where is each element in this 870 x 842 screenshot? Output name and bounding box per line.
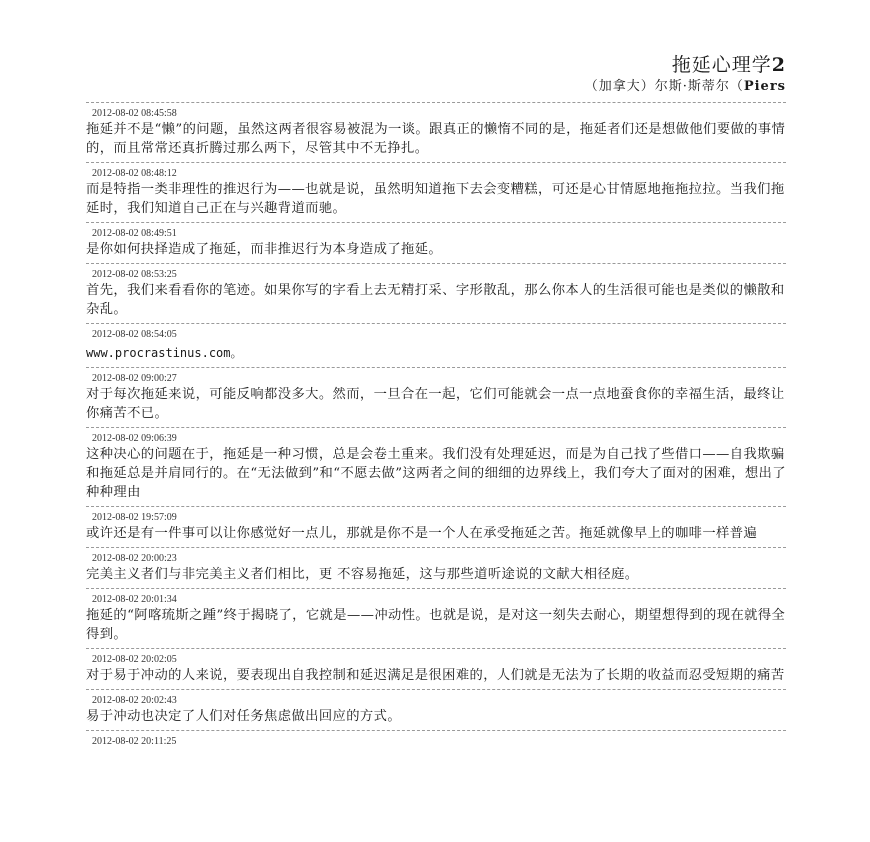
book-header	[86, 52, 786, 96]
note-item	[86, 689, 786, 730]
note-item	[86, 427, 786, 506]
note-timestamp: 2012-08-02 09:06:39	[92, 433, 177, 444]
note-item	[86, 222, 786, 263]
note-timestamp: 2012-08-02 08:45:58	[92, 108, 177, 119]
note-item	[86, 547, 786, 588]
note-text: 对于易于冲动的人来说，要表现出自我控制和延迟满足是很困难的，人们就是无法为了长期的收益而忍受短期的痛苦	[86, 668, 785, 683]
note-text: 是你如何抉择造成了拖延，而非推迟行为本身造成了拖延。	[86, 242, 443, 257]
note-url-text: www.procrastinus.com。	[86, 346, 243, 360]
note-item	[86, 367, 786, 427]
note-timestamp: 2012-08-02 08:53:25	[92, 269, 177, 280]
note-text: 拖延的“阿喀琉斯之踵”终于揭晓了，它就是——冲动性。也就是说，是对这一刻失去耐心，期望想得到的现在就得全得到。	[86, 608, 786, 642]
note-timestamp: 2012-08-02 08:54:05	[92, 329, 177, 340]
note-text: 而是特指一类非理性的推迟行为——也就是说，虽然明知道拖下去会变糟糕，可还是心甘情愿地拖拖拉拉。当我们拖延时，我们知道自己正在与兴趣背道而驰。	[86, 182, 785, 216]
note-timestamp: 2012-08-02 19:57:09	[92, 512, 177, 523]
note-item	[86, 263, 786, 323]
note-timestamp: 2012-08-02 20:00:23	[92, 553, 177, 564]
note-timestamp: 2012-08-02 20:02:05	[92, 654, 177, 665]
note-text: 完美主义者们与非完美主义者们相比，更 不容易拖延，这与那些道听途说的文献大相径庭。	[86, 567, 639, 582]
note-item	[86, 730, 786, 752]
note-item	[86, 506, 786, 547]
note-text: 或许还是有一件事可以让你感觉好一点儿，那就是你不是一个人在承受拖延之苦。拖延就像早上的咖啡一样普遍	[86, 526, 758, 541]
note-item	[86, 102, 786, 162]
note-timestamp: 2012-08-02 09:00:27	[92, 373, 177, 384]
note-text: 这种决心的问题在于，拖延是一种习惯，总是会卷土重来。我们没有处理延迟，而是为自己找了些借口——自我欺骗和拖延总是并肩同行的。在“无法做到”和“不愿去做”这两者之间的细细的边界线上，我们夸大了面对的困难，想出了种种理由	[86, 447, 786, 500]
document-page	[86, 52, 786, 752]
note-timestamp: 2012-08-02 08:48:12	[92, 168, 177, 179]
book-title-text: 拖延心理学	[671, 54, 772, 76]
note-item	[86, 588, 786, 648]
book-volume: 2	[771, 54, 786, 76]
note-item	[86, 648, 786, 689]
book-author	[86, 78, 786, 96]
note-timestamp: 2012-08-02 20:01:34	[92, 594, 177, 605]
note-timestamp: 2012-08-02 08:49:51	[92, 228, 177, 239]
note-text: 首先，我们来看看你的笔迹。如果你写的字看上去无精打采、字形散乱，那么你本人的生活很可能也是类似的懒散和杂乱。	[86, 283, 785, 317]
note-item	[86, 323, 786, 367]
note-item	[86, 162, 786, 222]
note-text: 拖延并不是“懒”的问题，虽然这两者很容易被混为一谈。跟真正的懒惰不同的是，拖延者们还是想做他们要做的事情的，而且常常还真折腾过那么两下，尽管其中不无挣扎。	[86, 122, 786, 156]
note-text: 对于每次拖延来说，可能反响都没多大。然而，一旦合在一起，它们可能就会一点一点地蚕食你的幸福生活，最终让你痛苦不已。	[86, 387, 785, 421]
note-timestamp: 2012-08-02 20:11:25	[92, 736, 177, 747]
notes-list	[86, 102, 786, 752]
note-text: 易于冲动也决定了人们对任务焦虑做出回应的方式。	[86, 709, 402, 724]
book-title	[86, 52, 786, 78]
note-timestamp: 2012-08-02 20:02:43	[92, 695, 177, 706]
author-name: （加拿大）尔斯·斯蒂尔（	[584, 79, 744, 94]
author-latin-name: Piers	[743, 79, 786, 94]
